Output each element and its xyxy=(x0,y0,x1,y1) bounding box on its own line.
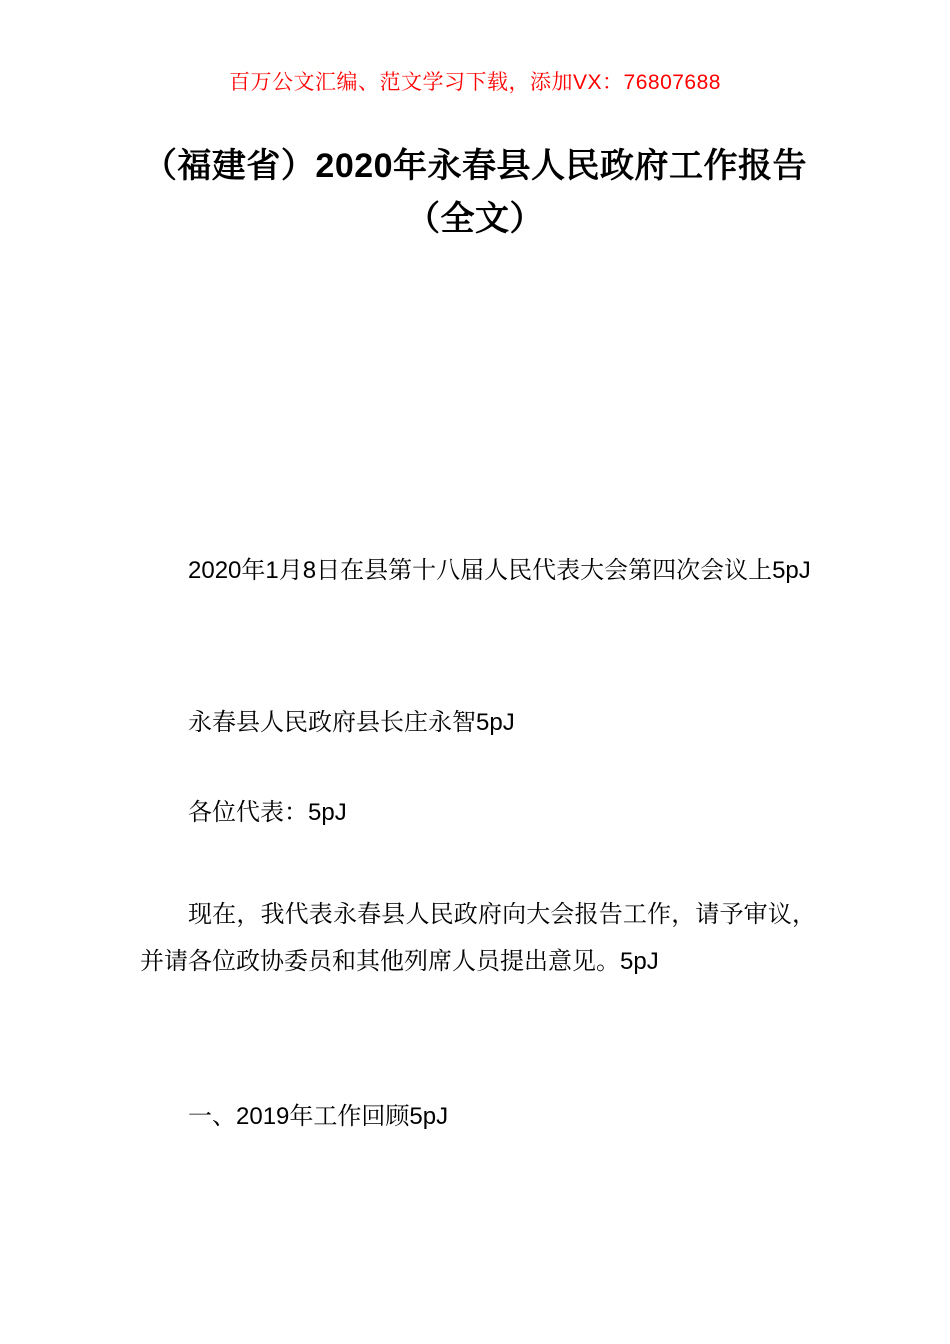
paragraph-speaker: 永春县人民政府县长庄永智5pJ xyxy=(188,709,515,736)
page-title: （福建省）2020年永春县人民政府工作报告（全文） xyxy=(142,147,808,238)
watermark-text: 百万公文汇编、范文学习下载，添加VX：76807688 xyxy=(229,71,721,94)
paragraph-meeting-info: 2020年1月8日在县第十八届人民代表大会第四次会议上5pJ xyxy=(188,557,811,584)
paragraph-opening: 现在，我代表永春县人民政府向大会报告工作，请予审议，并请各位政协委员和其他列席人员提出意见。5pJ xyxy=(140,901,816,975)
paragraph-section-heading-one: 一、2019年工作回顾5pJ xyxy=(188,1103,449,1130)
paragraph-salutation: 各位代表：5pJ xyxy=(188,799,347,826)
